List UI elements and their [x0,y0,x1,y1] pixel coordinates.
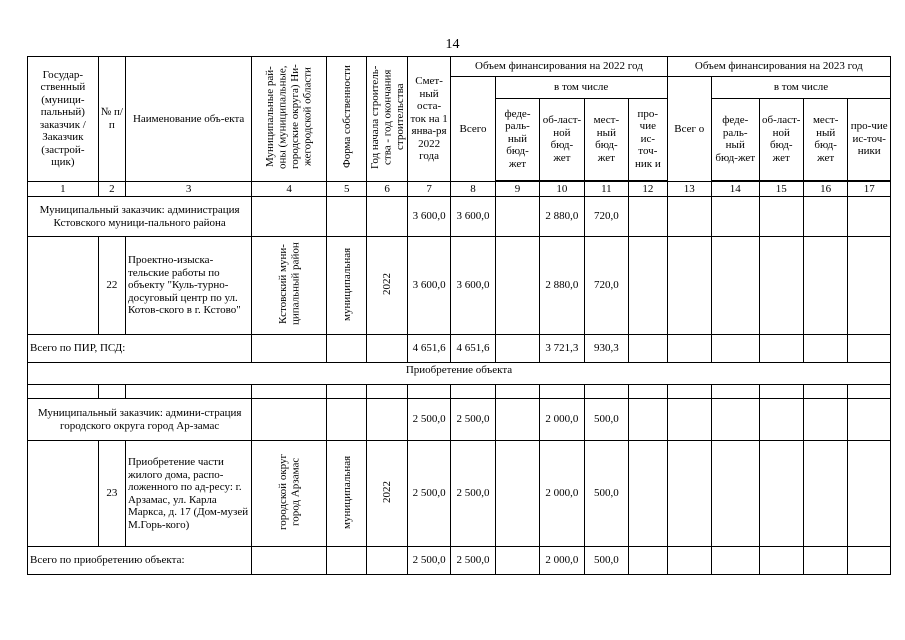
col-num: 8 [451,181,495,197]
district-cell: городской округ город Арзамас [252,441,327,547]
header-fed-2022: феде-раль-ный бюд-жет [495,98,539,180]
table-row [28,237,891,335]
header-total-2023: Всег о [667,77,711,182]
mest-2022-cell: 500,0 [584,441,628,547]
header-proch-2022: про-чие ис-точ-ник и [629,98,667,180]
header-object-name: Наименование объ-екта [125,57,251,182]
col-num: 15 [759,181,803,197]
mest-2022-cell: 930,3 [584,335,628,363]
estimate-cell: 3 600,0 [407,237,450,335]
col-num: 10 [540,181,584,197]
header-district: Муниципальные рай-оны (муниципальные, городские округа) Ни-жегородской области [252,57,327,182]
object-name: Приобретение части жилого дома, распо-ложенного по ад-ресу: г. Арзамас, ул. Карла Маркса, д. 17 (Дом-музей М.Горь-кого) [125,441,251,547]
total-2022-cell: 4 651,6 [451,335,495,363]
header-obl-2022: об-ласт-ной бюд-жет [540,98,584,180]
financing-table [27,56,891,575]
table-row [28,399,891,441]
header-years: Год начала строитель-ства - год окончания строительства [367,57,407,182]
customer-cell: Муниципальный заказчик: админи-страция городского округа город Ар-замас [28,399,252,441]
estimate-cell: 3 600,0 [407,197,450,237]
row-number: 22 [98,237,125,335]
header-total-2022: Всего [451,77,495,182]
obl-2022-cell: 2 000,0 [540,399,584,441]
col-num: 11 [584,181,628,197]
header-obl-2023: об-ласт-ной бюд-жет [759,98,803,180]
header-row-1 [28,57,891,77]
header-proch-2023: про-чие ис-точ-ники [848,98,891,180]
header-incl-2022: в том числе [495,77,667,99]
year-cell: 2022 [367,237,407,335]
estimate-cell: 2 500,0 [407,399,450,441]
mest-2022-cell: 500,0 [584,547,628,575]
col-num: 13 [667,181,711,197]
subtotal-label: Всего по ПИР, ПСД: [28,335,252,363]
customer-cell: Муниципальный заказчик: администрация Кстовского муници-пального района [28,197,252,237]
page-number: 14 [445,37,460,52]
section-title: Приобретение объекта [28,363,891,385]
obl-2022-cell: 2 000,0 [540,547,584,575]
total-2022-cell: 3 600,0 [451,237,495,335]
total-2022-cell: 3 600,0 [451,197,495,237]
ownership-cell: муниципальная [327,441,367,547]
table-row [28,441,891,547]
obl-2022-cell: 3 721,3 [540,335,584,363]
table-row [28,547,891,575]
table-row [28,197,891,237]
col-num: 1 [28,181,99,197]
col-num: 14 [712,181,759,197]
object-name: Проектно-изыска-тельские работы по объекту "Куль-турно-досуговый центр по ул. Котов-ского в г. Кстово" [125,237,251,335]
mest-2022-cell: 720,0 [584,237,628,335]
col-num: 2 [98,181,125,197]
year-cell: 2022 [367,441,407,547]
header-customer: Государ-ственный (муници-пальный) заказчик / Заказчик (застрой-щик) [28,57,99,182]
estimate-cell: 2 500,0 [407,547,450,575]
header-financing-2022: Объем финансирования на 2022 год [451,57,667,77]
col-num: 16 [803,181,847,197]
col-num: 12 [629,181,667,197]
col-num: 6 [367,181,407,197]
header-mest-2022: мест-ный бюд-жет [584,98,628,180]
col-num: 17 [848,181,891,197]
col-num: 5 [327,181,367,197]
total-2022-cell: 2 500,0 [451,399,495,441]
obl-2022-cell: 2 000,0 [540,441,584,547]
estimate-cell: 4 651,6 [407,335,450,363]
table-row [28,385,891,399]
header-mest-2023: мест-ный бюд-жет [803,98,847,180]
col-num: 9 [495,181,539,197]
mest-2022-cell: 500,0 [584,399,628,441]
header-estimate-balance: Смет-ный оста-ток на 1 янва-ря 2022 года [407,57,450,182]
total-2022-cell: 2 500,0 [451,441,495,547]
header-number: № п/п [98,57,125,182]
header-ownership: Форма собственности [327,57,367,182]
header-incl-2023: в том числе [712,77,891,99]
col-num: 7 [407,181,450,197]
row-number: 23 [98,441,125,547]
table-row [28,335,891,363]
section-row [28,363,891,385]
ownership-cell: муниципальная [327,237,367,335]
header-fed-2023: феде-раль-ный бюд-жет [712,98,759,180]
header-financing-2023: Объем финансирования на 2023 год [667,57,890,77]
col-num: 3 [125,181,251,197]
total-2022-cell: 2 500,0 [451,547,495,575]
subtotal-label: Всего по приобретению объекта: [28,547,252,575]
mest-2022-cell: 720,0 [584,197,628,237]
estimate-cell: 2 500,0 [407,441,450,547]
obl-2022-cell: 2 880,0 [540,197,584,237]
district-cell: Кстовский муни-ципальный район [252,237,327,335]
obl-2022-cell: 2 880,0 [540,237,584,335]
column-numbers-row [28,181,891,197]
col-num: 4 [252,181,327,197]
